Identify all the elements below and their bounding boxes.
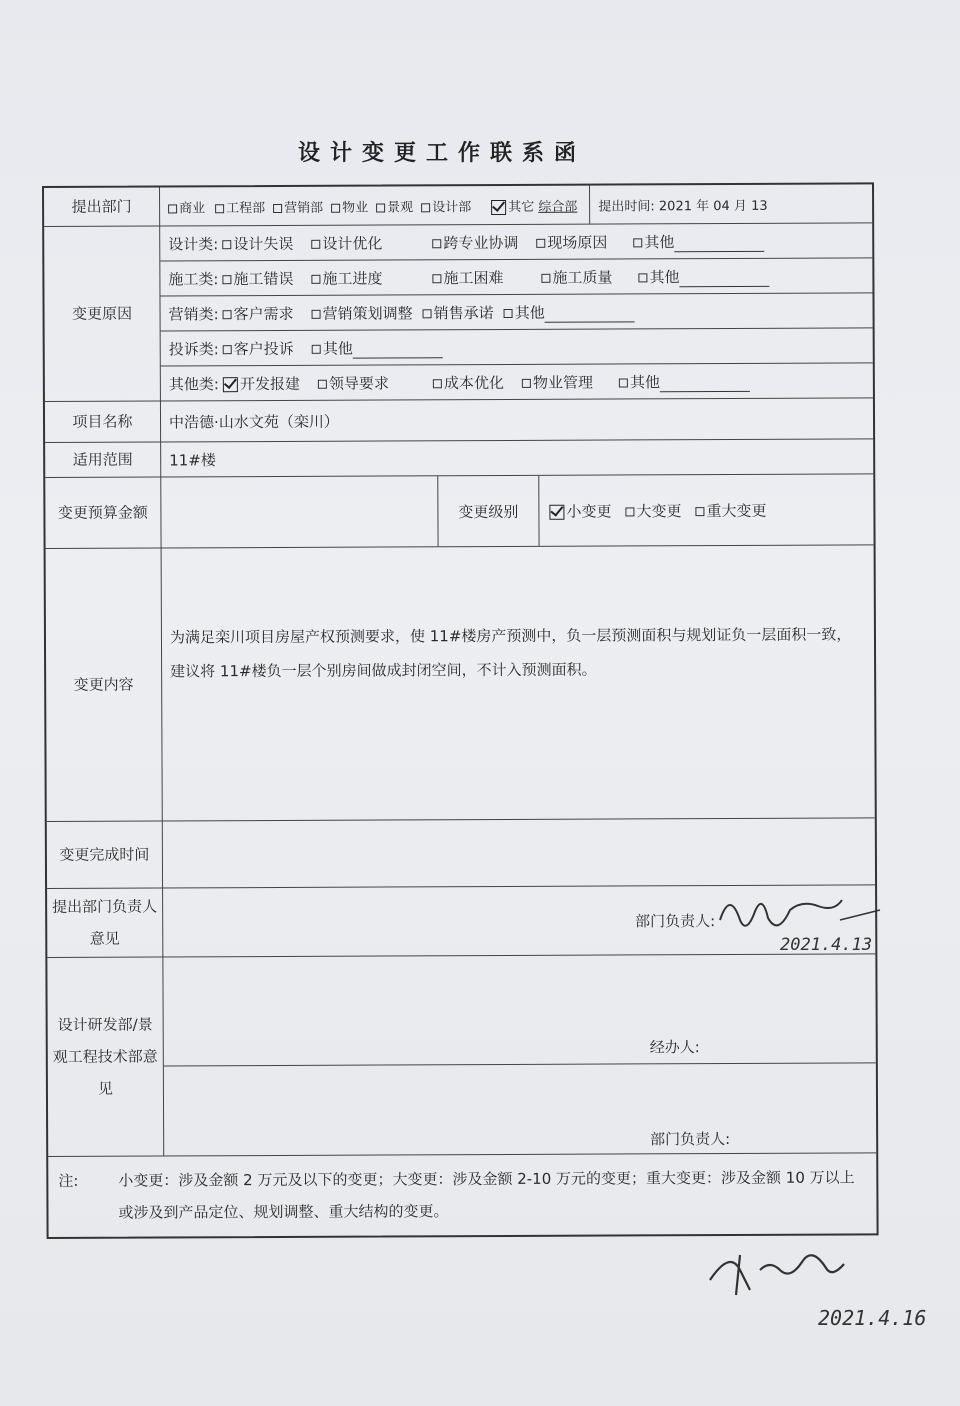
budget-cell [161,474,873,547]
dept-option-checked[interactable]: 其它 综合部 [491,195,577,214]
project-value: 中浩德·山水文苑（栾川） [168,412,339,431]
budget-row [45,474,873,549]
reason-option[interactable]: 其他 [619,370,750,392]
handwritten-signature-name [700,1240,860,1300]
design-sign-label: 部门负责人: [650,1130,731,1149]
scope-value: 11#楼 [169,450,216,469]
handler-cell [163,954,875,1066]
level-option[interactable]: 大变更 [625,500,681,521]
scope-label: 适用范围 [45,442,161,477]
reason-option[interactable]: 设计失误 [222,232,293,253]
reason-other: 其他类: 开发报建 领导要求 成本优化 物业管理 其他 [161,363,873,400]
note [48,1153,876,1237]
reason-option[interactable]: 施工进度 [311,267,382,288]
reason-construction: 施工类: 施工错误 施工进度 施工困难 施工质量 其他 [160,258,872,296]
level-option[interactable]: 重大变更 [695,499,766,520]
design-cells [163,954,876,1155]
dept-label: 提出部门 [44,187,160,226]
dept-row [44,184,872,227]
content-label: 变更内容 [46,548,163,821]
opinion-label: 提出部门负责人意见 [47,888,163,957]
dept-option[interactable]: 景观 [376,196,413,215]
reason-list [160,223,873,400]
content-text: 为满足栾川项目房屋产权预测要求，使 11#楼房产预测中，负一层预测面积与规划证负一层面积一致，建议将 11#楼负一层个别房间做成封闭空间，不计入预测面积。 [169,625,852,681]
design-row [47,954,876,1157]
dept-option[interactable]: 工程部 [215,197,265,216]
project-row [45,398,873,443]
handwritten-date-1: 2021.4.13 [780,935,873,955]
reason-row [44,223,873,402]
budget-value[interactable] [161,476,438,547]
change-form [42,182,879,1239]
reason-option[interactable]: 领导要求 [318,372,389,393]
level-label: 变更级别 [438,476,539,546]
finish-row [47,818,875,889]
reason-option[interactable]: 现场原因 [536,231,607,252]
scope-row [45,439,873,478]
finish-label: 变更完成时间 [47,821,163,888]
reason-option[interactable]: 销售承诺 [423,302,494,323]
reason-marketing: 营销类: 客户需求 营销策划调整 销售承诺 其他 [160,293,872,331]
dept-option[interactable]: 物业 [331,196,368,215]
finish-value[interactable] [163,818,875,887]
reason-option[interactable]: 客户需求 [223,302,294,323]
level-option-checked[interactable]: 小变更 [549,500,611,521]
note-text: 小变更：涉及金额 2 万元及以下的变更；大变更：涉及金额 2-10 万元的变更；重大变更：涉及金额 10 万以上或涉及到产品定位、规划调整、重大结构的变更。 [118,1168,855,1222]
level-options [539,475,780,546]
document-title: 设计变更工作联系函 [298,141,587,166]
handler-label: 经办人: [649,1038,700,1057]
reason-option[interactable]: 物业管理 [522,371,593,392]
reason-option[interactable]: 成本优化 [433,371,504,392]
project-label: 项目名称 [45,401,161,442]
note-label: 注: [58,1171,79,1190]
reason-option[interactable]: 其他 [633,230,764,252]
note-row [48,1153,876,1237]
handwritten-date-2: 2021.4.16 [818,1306,927,1330]
reason-option[interactable]: 施工错误 [222,267,293,288]
reason-option[interactable]: 其他 [312,337,443,359]
reason-option[interactable]: 营销策划调整 [312,302,413,323]
opinion-sign-label: 部门负责人: [635,911,716,930]
content-row [46,545,875,822]
submit-time-value: 2021 年 04 月 13 [658,198,768,214]
reason-option[interactable]: 施工质量 [541,266,612,287]
reason-option[interactable]: 客户投诉 [223,337,294,358]
dept-options [160,184,872,225]
dept-option[interactable]: 营销部 [273,196,323,215]
reason-design: 设计类: 设计失误 设计优化 跨专业协调 现场原因 其他 [160,223,872,261]
dept-option[interactable]: 设计部 [421,196,471,215]
reason-option[interactable]: 其他 [504,301,635,323]
reason-option[interactable]: 跨专业协调 [432,231,518,252]
dept-checked-value: 综合部 [538,199,578,215]
submit-time: 提出时间: 2021 年 04 月 13 [598,198,768,215]
handwritten-signature-dept-head [700,880,890,960]
reason-complaint: 投诉类: 客户投诉 其他 [161,328,873,366]
dept-option[interactable]: 商业 [168,197,205,216]
design-label: 设计研发部/景观工程技术部意见 [47,957,164,1156]
reason-option-checked[interactable]: 开发报建 [223,372,300,393]
reason-option[interactable]: 施工困难 [432,266,503,287]
design-sign-cell [164,1063,876,1155]
reason-option[interactable]: 其他 [638,265,769,287]
reason-label: 变更原因 [44,226,161,401]
budget-label: 变更预算金额 [45,477,161,548]
reason-option[interactable]: 设计优化 [311,232,382,253]
